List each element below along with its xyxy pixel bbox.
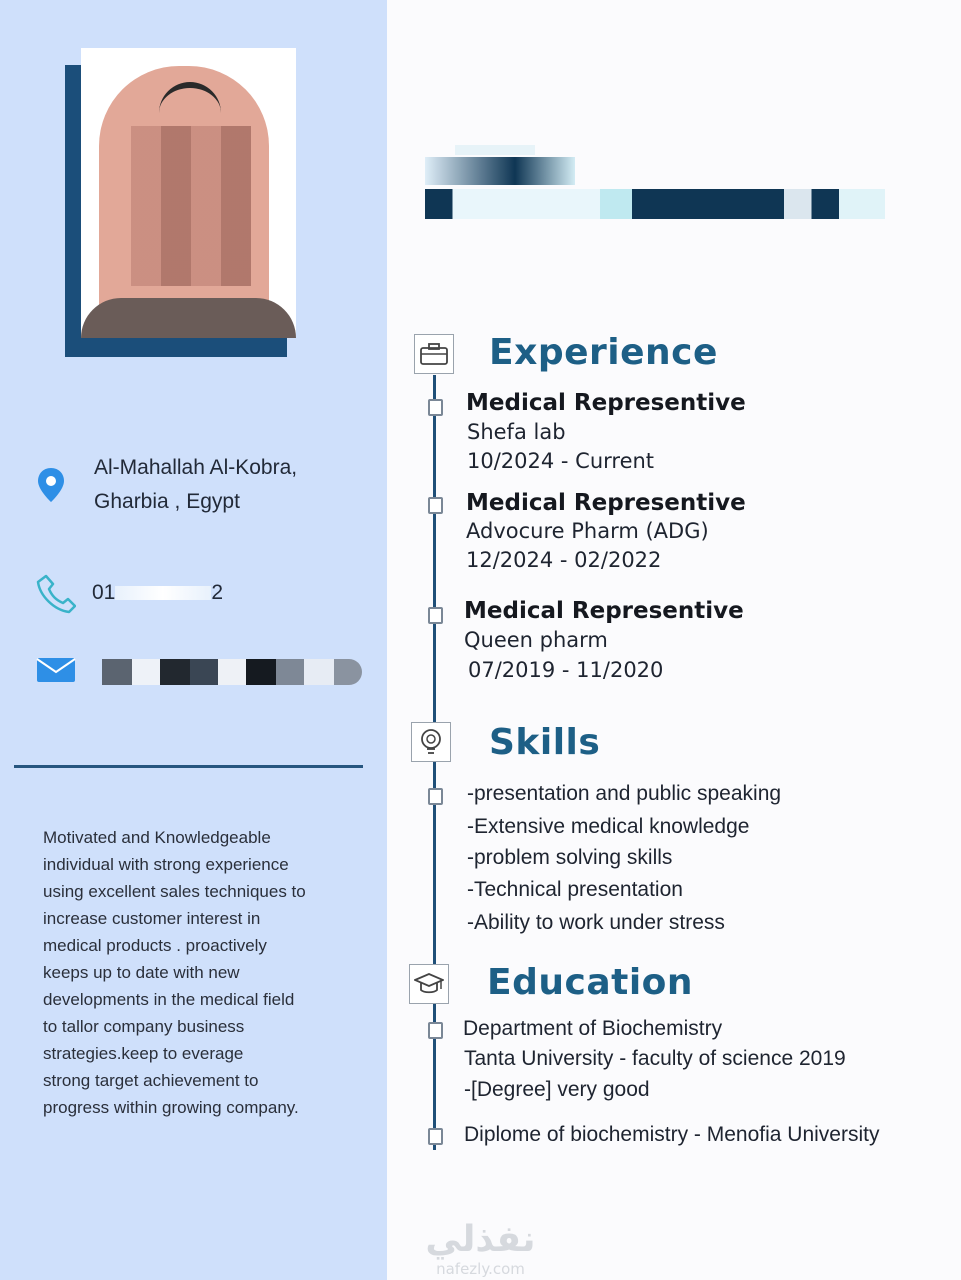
- job-3-company: Queen pharm: [464, 628, 608, 652]
- job-1-company: Shefa lab: [467, 420, 566, 444]
- phone-number-end: 2: [211, 581, 224, 604]
- job-1-title: Medical Representive: [466, 390, 746, 416]
- briefcase-icon: [414, 334, 454, 374]
- address-line-1: Al-Mahallah Al-Kobra,: [94, 456, 298, 479]
- email-icon: [36, 657, 76, 687]
- education-line-4: Diplome of biochemistry - Menofia University: [464, 1123, 880, 1146]
- lightbulb-icon: [411, 722, 451, 762]
- education-line-1: Department of Biochemistry: [463, 1017, 723, 1040]
- education-heading: Education: [487, 962, 694, 1003]
- skill-item: -Ability to work under stress: [467, 911, 725, 934]
- skill-item: -Extensive medical knowledge: [467, 815, 750, 838]
- skill-item: -presentation and public speaking: [467, 782, 782, 805]
- address-row: [36, 451, 297, 519]
- timeline-node: [428, 497, 443, 514]
- name-redacted: [425, 145, 885, 245]
- phone-icon: [36, 572, 76, 618]
- timeline-node: [428, 607, 443, 624]
- job-3-dates: 07/2019 - 11/2020: [468, 658, 664, 682]
- profile-photo: [81, 48, 296, 338]
- skill-item: -Technical presentation: [467, 878, 683, 901]
- location-pin-icon: [36, 466, 66, 508]
- education-line-2: Tanta University - faculty of science 2019: [464, 1047, 846, 1070]
- watermark: [418, 1220, 543, 1278]
- phone-number-start: 01: [92, 581, 116, 604]
- skills-heading: Skills: [489, 722, 601, 763]
- timeline-node: [428, 788, 443, 805]
- watermark-url: nafezly.com: [436, 1260, 525, 1278]
- job-2-dates: 12/2024 - 02/2022: [466, 548, 662, 572]
- experience-heading: Experience: [489, 332, 718, 373]
- graduation-cap-icon: [409, 964, 449, 1004]
- phone-redacted: [115, 586, 211, 600]
- profile-summary: Motivated and Knowledgeable individual with strong experience using excellent sales techniques to increase customer interest in medical products . proactively keeps up to date with new developments in the medical field to tallor company business strategies.keep to everage strong target achievement to progress within growing company.: [43, 828, 306, 1117]
- timeline-node: [428, 1128, 443, 1145]
- job-2-title: Medical Representive: [466, 490, 746, 516]
- timeline-node: [428, 399, 443, 416]
- timeline-node: [428, 1022, 443, 1039]
- address-line-2: Gharbia , Egypt: [94, 490, 240, 513]
- skill-item: -problem solving skills: [467, 846, 673, 869]
- email-redacted: [102, 659, 362, 685]
- phone-row: [36, 572, 223, 618]
- job-2-company: Advocure Pharm (ADG): [466, 519, 709, 543]
- job-3-title: Medical Representive: [464, 598, 744, 624]
- sidebar-divider: [14, 765, 363, 768]
- job-1-dates: 10/2024 - Current: [467, 449, 655, 473]
- email-row: [36, 657, 362, 687]
- education-line-3: -[Degree] very good: [464, 1078, 650, 1101]
- watermark-arabic: نفذلي: [425, 1219, 536, 1260]
